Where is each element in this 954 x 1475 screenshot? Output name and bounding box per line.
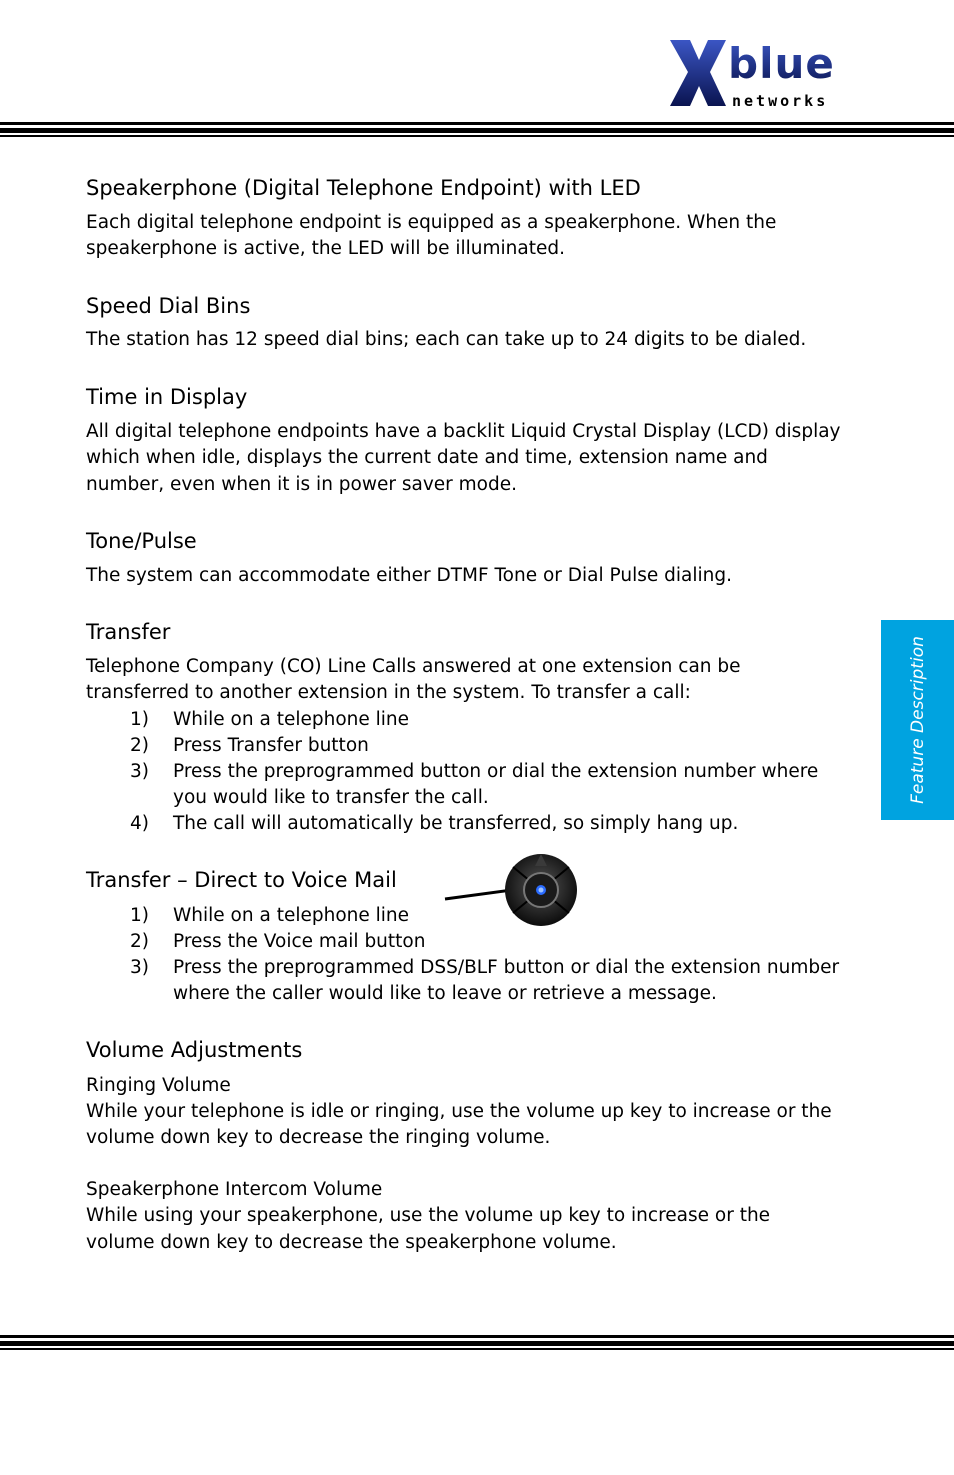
ringing-volume-title: Ringing Volume [86,1075,231,1096]
time-display-text-3: number, even when it is in power saver mode. [86,474,518,495]
heading-tone-pulse: Tone/Pulse [86,529,197,553]
tone-pulse-text: The system can accommodate either DTMF Tone or Dial Pulse dialing. [86,565,732,586]
heading-volume: Volume Adjustments [86,1038,303,1062]
svg-text:networks: networks [732,92,829,110]
speaker-volume-text-1: While using your speakerphone, use the volume up key to increase or the [86,1205,771,1226]
time-display-text-1: All digital telephone endpoints have a backlit Liquid Crystal Display (LCD) display [86,421,841,442]
speaker-volume-title: Speakerphone Intercom Volume [86,1179,383,1200]
heading-transfer-voicemail: Transfer – Direct to Voice Mail [86,868,397,892]
speakerphone-text-1: Each digital telephone endpoint is equipped as a speakerphone. When the [86,212,777,233]
transfer-text-2: transferred to another extension in the system. To transfer a call: [86,682,691,703]
heading-time-display: Time in Display [86,385,248,409]
heading-speakerphone: Speakerphone (Digital Telephone Endpoint) with LED [86,176,641,200]
speaker-volume-text-2: volume down key to decrease the speakerphone volume. [86,1232,617,1253]
side-tab-label: Feature Description [907,636,928,804]
ringing-volume-text-2: volume down key to decrease the ringing volume. [86,1127,551,1148]
svg-text:blue: blue [728,39,835,88]
speed-dial-text: The station has 12 speed dial bins; each can take up to 24 digits to be dialed. [86,329,807,350]
voicemail-button-icon [443,853,583,929]
side-tab [881,620,954,820]
heading-speed-dial: Speed Dial Bins [86,294,251,318]
transfer-text-1: Telephone Company (CO) Line Calls answered at one extension can be [86,656,741,677]
ringing-volume-text-1: While your telephone is idle or ringing, use the volume up key to increase or the [86,1101,832,1122]
speakerphone-text-2: speakerphone is active, the LED will be illuminated. [86,238,565,259]
xblue-networks-logo [668,38,872,110]
heading-transfer: Transfer [86,620,171,644]
time-display-text-2: which when idle, displays the current date and time, extension name and [86,447,768,468]
